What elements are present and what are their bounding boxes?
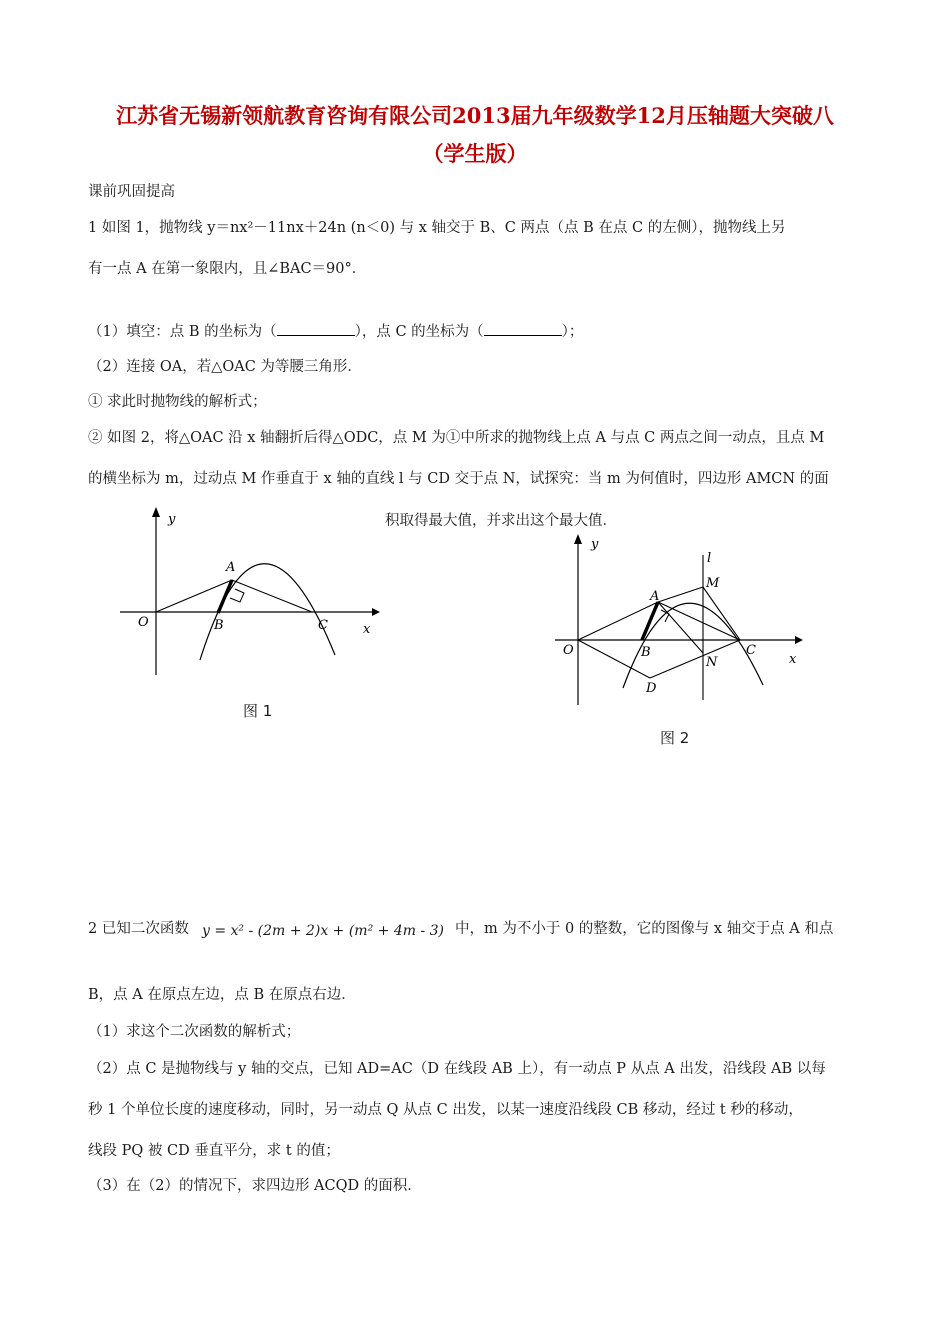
document-subtitle: （学生版） <box>422 141 528 166</box>
problem2-equation: y = x² - (2m + 2)x + (m² + 4m - 3) <box>202 923 445 939</box>
fig1-y-arrow <box>152 507 160 517</box>
fig2-segment-AB <box>642 602 658 640</box>
problem2-question2-line3: 线段 PQ 被 CD 垂直平分，求 t 的值； <box>88 1143 340 1159</box>
fig2-label-B: B <box>641 645 651 660</box>
fig2-label-y: y <box>591 537 599 552</box>
problem1-question2-part2-line1: ② 如图 2，将△OAC 沿 x 轴翻折后得△ODC，点 M 为①中所求的抛物线上点 A 与点 C 两点之间一动点，且点 M <box>88 430 825 446</box>
fig1-x-arrow <box>372 608 380 616</box>
fig2-label-A: A <box>650 589 660 604</box>
fig1-segment-AC <box>232 580 312 612</box>
fig2-segment-OD <box>578 640 650 678</box>
problem2-intro: 2 已知二次函数 <box>88 921 189 937</box>
problem2-question3: （3）在（2）的情况下，求四边形 ACQD 的面积． <box>88 1178 422 1194</box>
fig2-label-D: D <box>646 681 657 696</box>
document-title: 江苏省无锡新领航教育咨询有限公司2013届九年级数学12月压轴题大突破八 <box>116 103 834 128</box>
q1-text-b: ），点 C 的坐标为（ <box>354 324 484 340</box>
figure-2-caption: 图 2 <box>660 729 690 747</box>
fig2-y-arrow <box>574 534 582 544</box>
fig1-label-A: A <box>226 560 236 575</box>
fig2-label-l: l <box>707 551 712 566</box>
problem1-question1 <box>88 320 583 341</box>
problem2-statement-line2: B，点 A 在原点左边，点 B 在原点右边． <box>88 987 356 1003</box>
figure-1 <box>110 505 380 680</box>
fig1-label-B: B <box>214 618 224 633</box>
fig2-label-C: C <box>746 643 756 658</box>
fig1-label-y: y <box>168 512 176 527</box>
fig2-segment-AC <box>658 602 740 640</box>
fig2-label-M: M <box>706 576 720 591</box>
fig1-label-x: x <box>363 622 371 637</box>
figure-1-caption: 图 1 <box>243 702 273 720</box>
q1-text-c: ）； <box>561 324 584 340</box>
section-label: 课前巩固提高 <box>88 184 175 200</box>
problem2-question2-line2: 秒 1 个单位长度的速度移动，同时，另一动点 Q 从点 C 出发，以某一速度沿线段 CB 移动，经过 t 秒的移动， <box>88 1102 803 1118</box>
figure-2 <box>555 530 805 710</box>
fig1-right-angle-mark <box>230 589 244 602</box>
fig2-label-N: N <box>706 655 718 670</box>
problem1-statement-line1: 1 如图 1，抛物线 y＝nx²－11nx＋24n (n＜0) 与 x 轴交于 B、C 两点（点 B 在点 C 的左侧），抛物线上另 <box>88 220 786 236</box>
problem1-question2: （2）连接 OA，若△OAC 为等腰三角形． <box>88 359 362 375</box>
blank-c <box>484 334 562 336</box>
fig2-label-x: x <box>789 652 797 667</box>
fig2-segment-AN <box>658 602 703 653</box>
fig2-segment-MC <box>703 587 740 640</box>
fig1-label-C: C <box>318 618 328 633</box>
fig2-segment-AM <box>658 587 703 602</box>
fig1-label-O: O <box>138 615 149 630</box>
problem2-question1: （1）求这个二次函数的解析式； <box>88 1024 301 1040</box>
fig2-segment-DC <box>650 640 740 678</box>
problem1-statement-line2: 有一点 A 在第一象限内，且∠BAC＝90°． <box>88 261 367 277</box>
problem1-question2-part1: ① 求此时抛物线的解析式； <box>88 394 267 410</box>
fig2-x-arrow <box>795 636 803 644</box>
problem1-question2-part2-line2: 的横坐标为 m，过动点 M 作垂直于 x 轴的直线 l 与 CD 交于点 N，试探究：当 m 为何值时，四边形 AMCN 的面 <box>88 471 829 487</box>
problem2-question2-line1: （2）点 C 是抛物线与 y 轴的交点，已知 AD=AC（D 在线段 AB 上），有一动点 P 从点 A 出发，沿线段 AB 以每 <box>88 1061 826 1077</box>
problem1-question2-part2-line3: 积取得最大值，并求出这个最大值． <box>385 513 617 529</box>
fig2-label-O: O <box>563 643 574 658</box>
q1-text-a: （1）填空：点 B 的坐标为（ <box>88 324 277 340</box>
blank-b <box>277 334 355 336</box>
problem2-intro-continued: 中，m 为不小于 0 的整数，它的图像与 x 轴交于点 A 和点 <box>455 921 834 937</box>
